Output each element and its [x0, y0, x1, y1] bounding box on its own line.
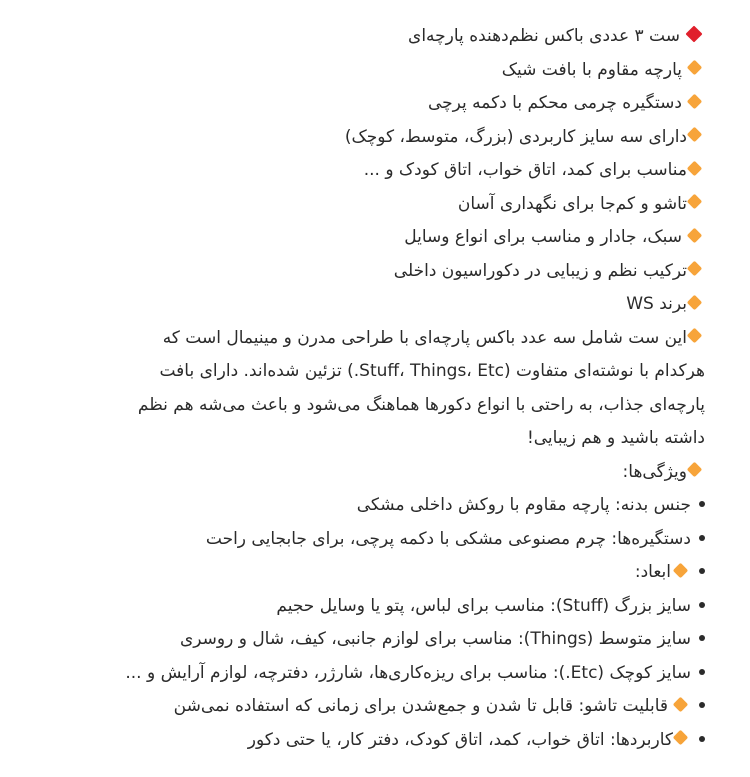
bullet-dot [699, 501, 705, 507]
description-line: هرکدام با نوشته‌ای متفاوت (Stuff، Things، Etc.) تزئین شده‌اند. دارای بافت [159, 361, 705, 381]
bullet-dot [699, 602, 705, 608]
feature-text: سبک، جادار و مناسب برای انواع وسایل [404, 227, 682, 247]
orange-diamond-icon [687, 227, 703, 243]
feature-line [48, 87, 705, 121]
feature-line [48, 188, 705, 222]
orange-diamond-icon [687, 194, 703, 210]
bullet-dot [699, 736, 705, 742]
feature-text: مناسب برای کمد، اتاق خواب، اتاق کودک و ... [363, 160, 687, 180]
feature-text: تاشو و کم‌جا برای نگهداری آسان [457, 193, 687, 214]
orange-diamond-icon [687, 127, 703, 143]
feature-line [48, 221, 705, 255]
list-item [48, 657, 705, 691]
list-item [48, 590, 705, 624]
orange-diamond-icon [673, 696, 689, 712]
feature-line [48, 255, 705, 289]
list-item-text: جنس بدنه: پارچه مقاوم با روکش داخلی مشکی [356, 495, 691, 515]
list-item-text: سایز بزرگ (Stuff): مناسب برای لباس، پتو یا وسایل حجیم [276, 595, 691, 616]
features-heading-text: ویژگی‌ها: [622, 461, 687, 482]
list-item-text: دستگیره‌ها: چرم مصنوعی مشکی با دکمه پرچی، برای جابجایی راحت [205, 528, 691, 549]
orange-diamond-icon [687, 60, 703, 76]
bullet-dot [699, 702, 705, 708]
features-heading [48, 456, 705, 490]
description-line [48, 322, 705, 356]
feature-line [48, 288, 705, 322]
title-line [48, 20, 705, 54]
feature-text: دارای سه سایز کاربردی (بزرگ، متوسط، کوچک) [344, 126, 687, 147]
feature-line [48, 121, 705, 155]
bullet-dot [699, 669, 705, 675]
feature-text: ترکیب نظم و زیبایی در دکوراسیون داخلی [393, 260, 687, 281]
list-item [48, 489, 705, 523]
orange-diamond-icon [687, 462, 703, 478]
orange-diamond-icon [687, 261, 703, 277]
orange-diamond-icon [687, 160, 703, 176]
brand-text: برند WS [626, 294, 687, 314]
red-diamond-icon [686, 26, 703, 43]
orange-diamond-icon [687, 294, 703, 310]
list-item-text: سایز کوچک (Etc.): مناسب برای ریزه‌کاری‌ها، شارژر، دفترچه، لوازم آرایش و ... [125, 662, 691, 683]
feature-line [48, 154, 705, 188]
orange-diamond-icon [687, 93, 703, 109]
dimensions-heading-text: ابعاد: [634, 562, 671, 582]
orange-diamond-icon [673, 562, 689, 578]
list-item [48, 724, 705, 758]
feature-text: پارچه مقاوم با بافت شیک [501, 59, 682, 80]
bullet-dot [699, 635, 705, 641]
bullet-dot [699, 568, 705, 574]
title-text: ست ۳ عددی باکس نظم‌دهنده پارچه‌ای [408, 26, 680, 46]
bullet-dot [699, 535, 705, 541]
list-item-text: قابلیت تاشو: قابل تا شدن و جمع‌شدن برای زمانی که استفاده نمی‌شن [173, 696, 668, 716]
orange-diamond-icon [687, 328, 703, 344]
list-item-text: کاربردها: اتاق خواب، کمد، اتاق کودک، دفتر کار، یا حتی دکور [247, 729, 673, 750]
list-item [48, 690, 705, 724]
orange-diamond-icon [673, 730, 689, 746]
list-item [48, 556, 705, 590]
feature-text: دستگیره چرمی محکم با دکمه پرچی [427, 93, 682, 113]
list-item [48, 623, 705, 657]
list-item-text: سایز متوسط (Things): مناسب برای لوازم جانبی، کیف، شال و روسری [179, 629, 691, 649]
description-line: پارچه‌ای جذاب، به راحتی با انواع دکورها هماهنگ می‌شود و باعث می‌شه هم نظم [137, 394, 705, 415]
description-text: این ست شامل سه عدد باکس پارچه‌ای با طراحی مدرن و مینیمال است که [162, 327, 687, 348]
feature-line [48, 54, 705, 88]
description-paragraph [48, 322, 705, 456]
description-line: داشته باشید و هم زیبایی! [526, 428, 705, 448]
list-item [48, 523, 705, 557]
